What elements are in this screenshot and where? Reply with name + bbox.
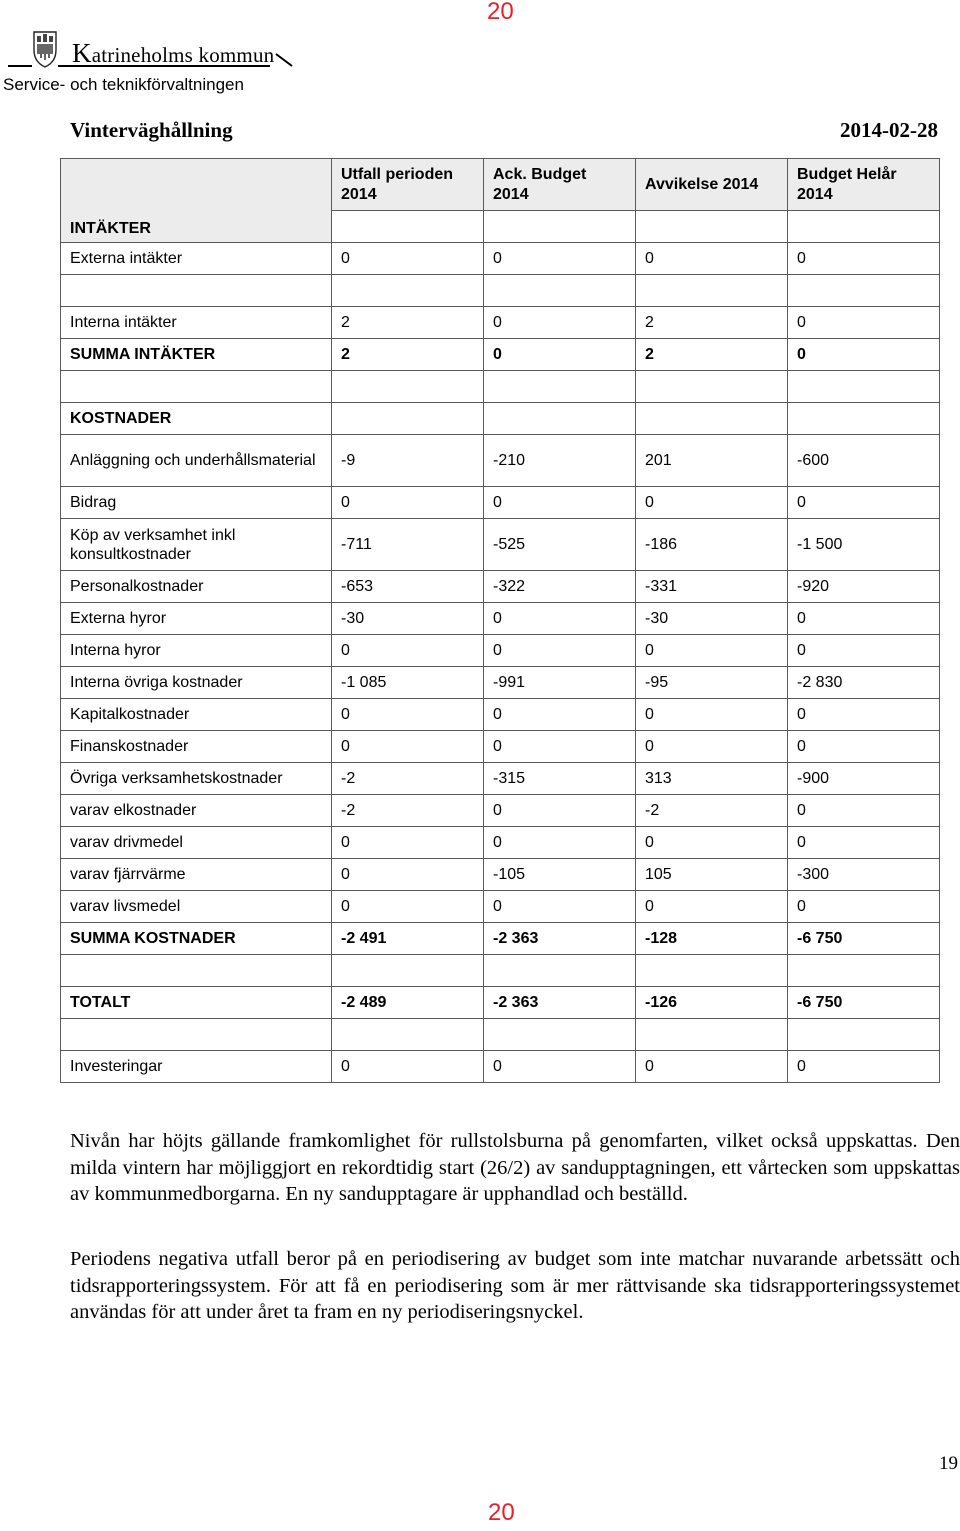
row-label: Personalkostnader xyxy=(61,571,332,603)
row-label: Köp av verksamhet inkl konsultkostnader xyxy=(61,519,332,571)
cell-value: -2 xyxy=(332,795,484,827)
table-row xyxy=(61,987,940,1019)
table-row xyxy=(61,403,940,435)
table-row xyxy=(61,1019,940,1051)
cell-value xyxy=(484,955,636,987)
cell-value: 0 xyxy=(788,307,940,339)
cell-value: -920 xyxy=(788,571,940,603)
cell-value xyxy=(484,1019,636,1051)
cell-value: 0 xyxy=(484,827,636,859)
row-label: Interna intäkter xyxy=(61,307,332,339)
cell-value: 0 xyxy=(636,699,788,731)
cell-value: -128 xyxy=(636,923,788,955)
cell-value: 105 xyxy=(636,859,788,891)
cell-value: -2 363 xyxy=(484,923,636,955)
cell-value: -95 xyxy=(636,667,788,699)
cell-value: 0 xyxy=(332,1051,484,1083)
page-number-bottom: 20 xyxy=(488,1499,515,1526)
cell-value: 0 xyxy=(484,603,636,635)
cell-value: 0 xyxy=(484,307,636,339)
cell-value: 0 xyxy=(484,487,636,519)
row-label: Interna övriga kostnader xyxy=(61,667,332,699)
table-row xyxy=(61,519,940,571)
cell-value: -6 750 xyxy=(788,923,940,955)
row-label: Investeringar xyxy=(61,1051,332,1083)
cell-value: 0 xyxy=(788,699,940,731)
cell-value: 0 xyxy=(788,795,940,827)
cell-value: 2 xyxy=(636,307,788,339)
cell-value: 0 xyxy=(788,731,940,763)
table-row xyxy=(61,371,940,403)
cell-value xyxy=(788,371,940,403)
cell-value: -991 xyxy=(484,667,636,699)
cell-value xyxy=(788,403,940,435)
row-label: Externa intäkter xyxy=(61,243,332,275)
table-row xyxy=(61,571,940,603)
cell-value: -1 085 xyxy=(332,667,484,699)
table-row xyxy=(61,667,940,699)
cell-value xyxy=(636,955,788,987)
table-row xyxy=(61,307,940,339)
cell-value xyxy=(332,1019,484,1051)
cell-value xyxy=(636,275,788,307)
cell-value: -30 xyxy=(332,603,484,635)
page-number-top: 20 xyxy=(487,0,514,25)
cell-value: -1 500 xyxy=(788,519,940,571)
org-name xyxy=(72,38,274,69)
department: Service- och teknikförvaltningen xyxy=(3,75,244,94)
cell-value: -2 xyxy=(332,763,484,795)
cell-value: 0 xyxy=(484,243,636,275)
table-header-row xyxy=(61,159,940,211)
cell-value: 0 xyxy=(788,827,940,859)
row-label: TOTALT xyxy=(61,987,332,1019)
cell-value xyxy=(332,955,484,987)
cell-value: 0 xyxy=(788,339,940,371)
column-header: Avvikelse 2014 xyxy=(636,159,788,211)
cell-value: 2 xyxy=(332,307,484,339)
cell-value: 0 xyxy=(484,891,636,923)
row-label: Övriga verksamhetskostnader xyxy=(61,763,332,795)
row-label: Finanskostnader xyxy=(61,731,332,763)
cell-value: -300 xyxy=(788,859,940,891)
cell-value: 0 xyxy=(636,827,788,859)
cell-value xyxy=(332,275,484,307)
table-row xyxy=(61,827,940,859)
row-label: Kapitalkostnader xyxy=(61,699,332,731)
cell-value: 2 xyxy=(332,339,484,371)
cell-value: -331 xyxy=(636,571,788,603)
cell-value: 0 xyxy=(484,795,636,827)
row-label: SUMMA KOSTNADER xyxy=(61,923,332,955)
table-row xyxy=(61,891,940,923)
cell-value: 313 xyxy=(636,763,788,795)
cell-value xyxy=(636,371,788,403)
row-label: KOSTNADER xyxy=(61,403,332,435)
row-label: Externa hyror xyxy=(61,603,332,635)
cell-value: -2 830 xyxy=(788,667,940,699)
table-row xyxy=(61,731,940,763)
cell-value: -525 xyxy=(484,519,636,571)
cell-value xyxy=(332,371,484,403)
cell-value xyxy=(484,371,636,403)
row-label xyxy=(61,371,332,403)
document-date: 2014-02-28 xyxy=(840,118,938,142)
row-label xyxy=(61,275,332,307)
cell-value xyxy=(484,275,636,307)
cell-value: -105 xyxy=(484,859,636,891)
cell-value: 0 xyxy=(636,243,788,275)
financial-table xyxy=(60,158,940,1083)
table-row xyxy=(61,795,940,827)
row-label xyxy=(61,1019,332,1051)
cell-value xyxy=(636,1019,788,1051)
cell-value: 2 xyxy=(636,339,788,371)
table-row xyxy=(61,243,940,275)
cell-value: 0 xyxy=(788,635,940,667)
cell-value: -653 xyxy=(332,571,484,603)
row-label: varav elkostnader xyxy=(61,795,332,827)
section-label-income: INTÄKTER xyxy=(61,159,332,243)
row-label: varav livsmedel xyxy=(61,891,332,923)
cell-value: 0 xyxy=(788,1051,940,1083)
cell-value: -900 xyxy=(788,763,940,795)
org-name-rest: atrineholms kommun xyxy=(91,43,275,67)
cell-value: 0 xyxy=(636,635,788,667)
cell-value: -600 xyxy=(788,435,940,487)
column-header: Utfall perioden 2014 xyxy=(332,159,484,211)
table-row xyxy=(61,1051,940,1083)
cell-value: 0 xyxy=(636,891,788,923)
cell-value: -711 xyxy=(332,519,484,571)
cell-value: 0 xyxy=(332,635,484,667)
cell-value xyxy=(636,403,788,435)
cell-value: 0 xyxy=(332,487,484,519)
table-row xyxy=(61,603,940,635)
cell-value: 0 xyxy=(788,891,940,923)
cell-value: 0 xyxy=(332,731,484,763)
row-label: Interna hyror xyxy=(61,635,332,667)
row-label: varav drivmedel xyxy=(61,827,332,859)
cell-value: -126 xyxy=(636,987,788,1019)
cell-value: 0 xyxy=(484,339,636,371)
row-label xyxy=(61,955,332,987)
table-row xyxy=(61,339,940,371)
cell-value: 0 xyxy=(636,487,788,519)
cell-value: 201 xyxy=(636,435,788,487)
cell-value: 0 xyxy=(484,1051,636,1083)
table-row xyxy=(61,487,940,519)
cell-value: -9 xyxy=(332,435,484,487)
cell-value: 0 xyxy=(484,635,636,667)
row-label: varav fjärrvärme xyxy=(61,859,332,891)
cell-value: 0 xyxy=(332,859,484,891)
cell-value xyxy=(788,955,940,987)
cell-value: -2 491 xyxy=(332,923,484,955)
cell-value: -186 xyxy=(636,519,788,571)
row-label: Bidrag xyxy=(61,487,332,519)
cell-value: -2 363 xyxy=(484,987,636,1019)
cell-value: -2 xyxy=(636,795,788,827)
cell-value: 0 xyxy=(484,699,636,731)
cell-value: 0 xyxy=(788,603,940,635)
cell-value xyxy=(788,1019,940,1051)
paragraph-2: Periodens negativa utfall beror på en periodisering av budget som inte matchar nuvarande arbetssätt och tidsrapporteringssystem. För att få en periodisering som är mer rättvisande ska tidsrapporteringssystemet användas för att under året ta fram en ny periodiseringsnyckel. xyxy=(70,1248,960,1323)
cell-value: -6 750 xyxy=(788,987,940,1019)
cell-value: 0 xyxy=(332,827,484,859)
table-row xyxy=(61,699,940,731)
column-header: Ack. Budget 2014 xyxy=(484,159,636,211)
cell-value: -322 xyxy=(484,571,636,603)
column-header: Budget Helår 2014 xyxy=(788,159,940,211)
cell-value: -30 xyxy=(636,603,788,635)
cell-value: 0 xyxy=(484,731,636,763)
cell-value: 0 xyxy=(788,243,940,275)
page-number-right: 19 xyxy=(939,1453,958,1474)
cell-value: 0 xyxy=(332,891,484,923)
document-title: Vinterväghållning xyxy=(70,118,233,142)
cell-value: 0 xyxy=(332,699,484,731)
table-row xyxy=(61,955,940,987)
table-row xyxy=(61,923,940,955)
cell-value: -315 xyxy=(484,763,636,795)
row-label: SUMMA INTÄKTER xyxy=(61,339,332,371)
paragraph-1: Nivån har höjts gällande framkomlighet för rullstolsburna på genomfarten, vilket också uppskattas. Den milda vintern har möjliggjort en rekordtidig start (26/2) av sandupptagningen, ett vårtecken som uppskattas av kommunmedborgarna. En ny sandupptagare är upphandlad och beställd. xyxy=(70,1130,960,1205)
cell-value: 0 xyxy=(636,1051,788,1083)
table-body xyxy=(61,243,940,1083)
table-row xyxy=(61,635,940,667)
table-row xyxy=(61,435,940,487)
table-row xyxy=(61,763,940,795)
cell-value xyxy=(332,403,484,435)
org-name-initial: K xyxy=(72,38,92,68)
cell-value xyxy=(484,403,636,435)
cell-value: 0 xyxy=(332,243,484,275)
cell-value: 0 xyxy=(636,731,788,763)
cell-value: -210 xyxy=(484,435,636,487)
table-row xyxy=(61,859,940,891)
table-row xyxy=(61,275,940,307)
cell-value: 0 xyxy=(788,487,940,519)
cell-value: -2 489 xyxy=(332,987,484,1019)
row-label: Anläggning och underhållsmaterial xyxy=(61,435,332,487)
cell-value xyxy=(788,275,940,307)
